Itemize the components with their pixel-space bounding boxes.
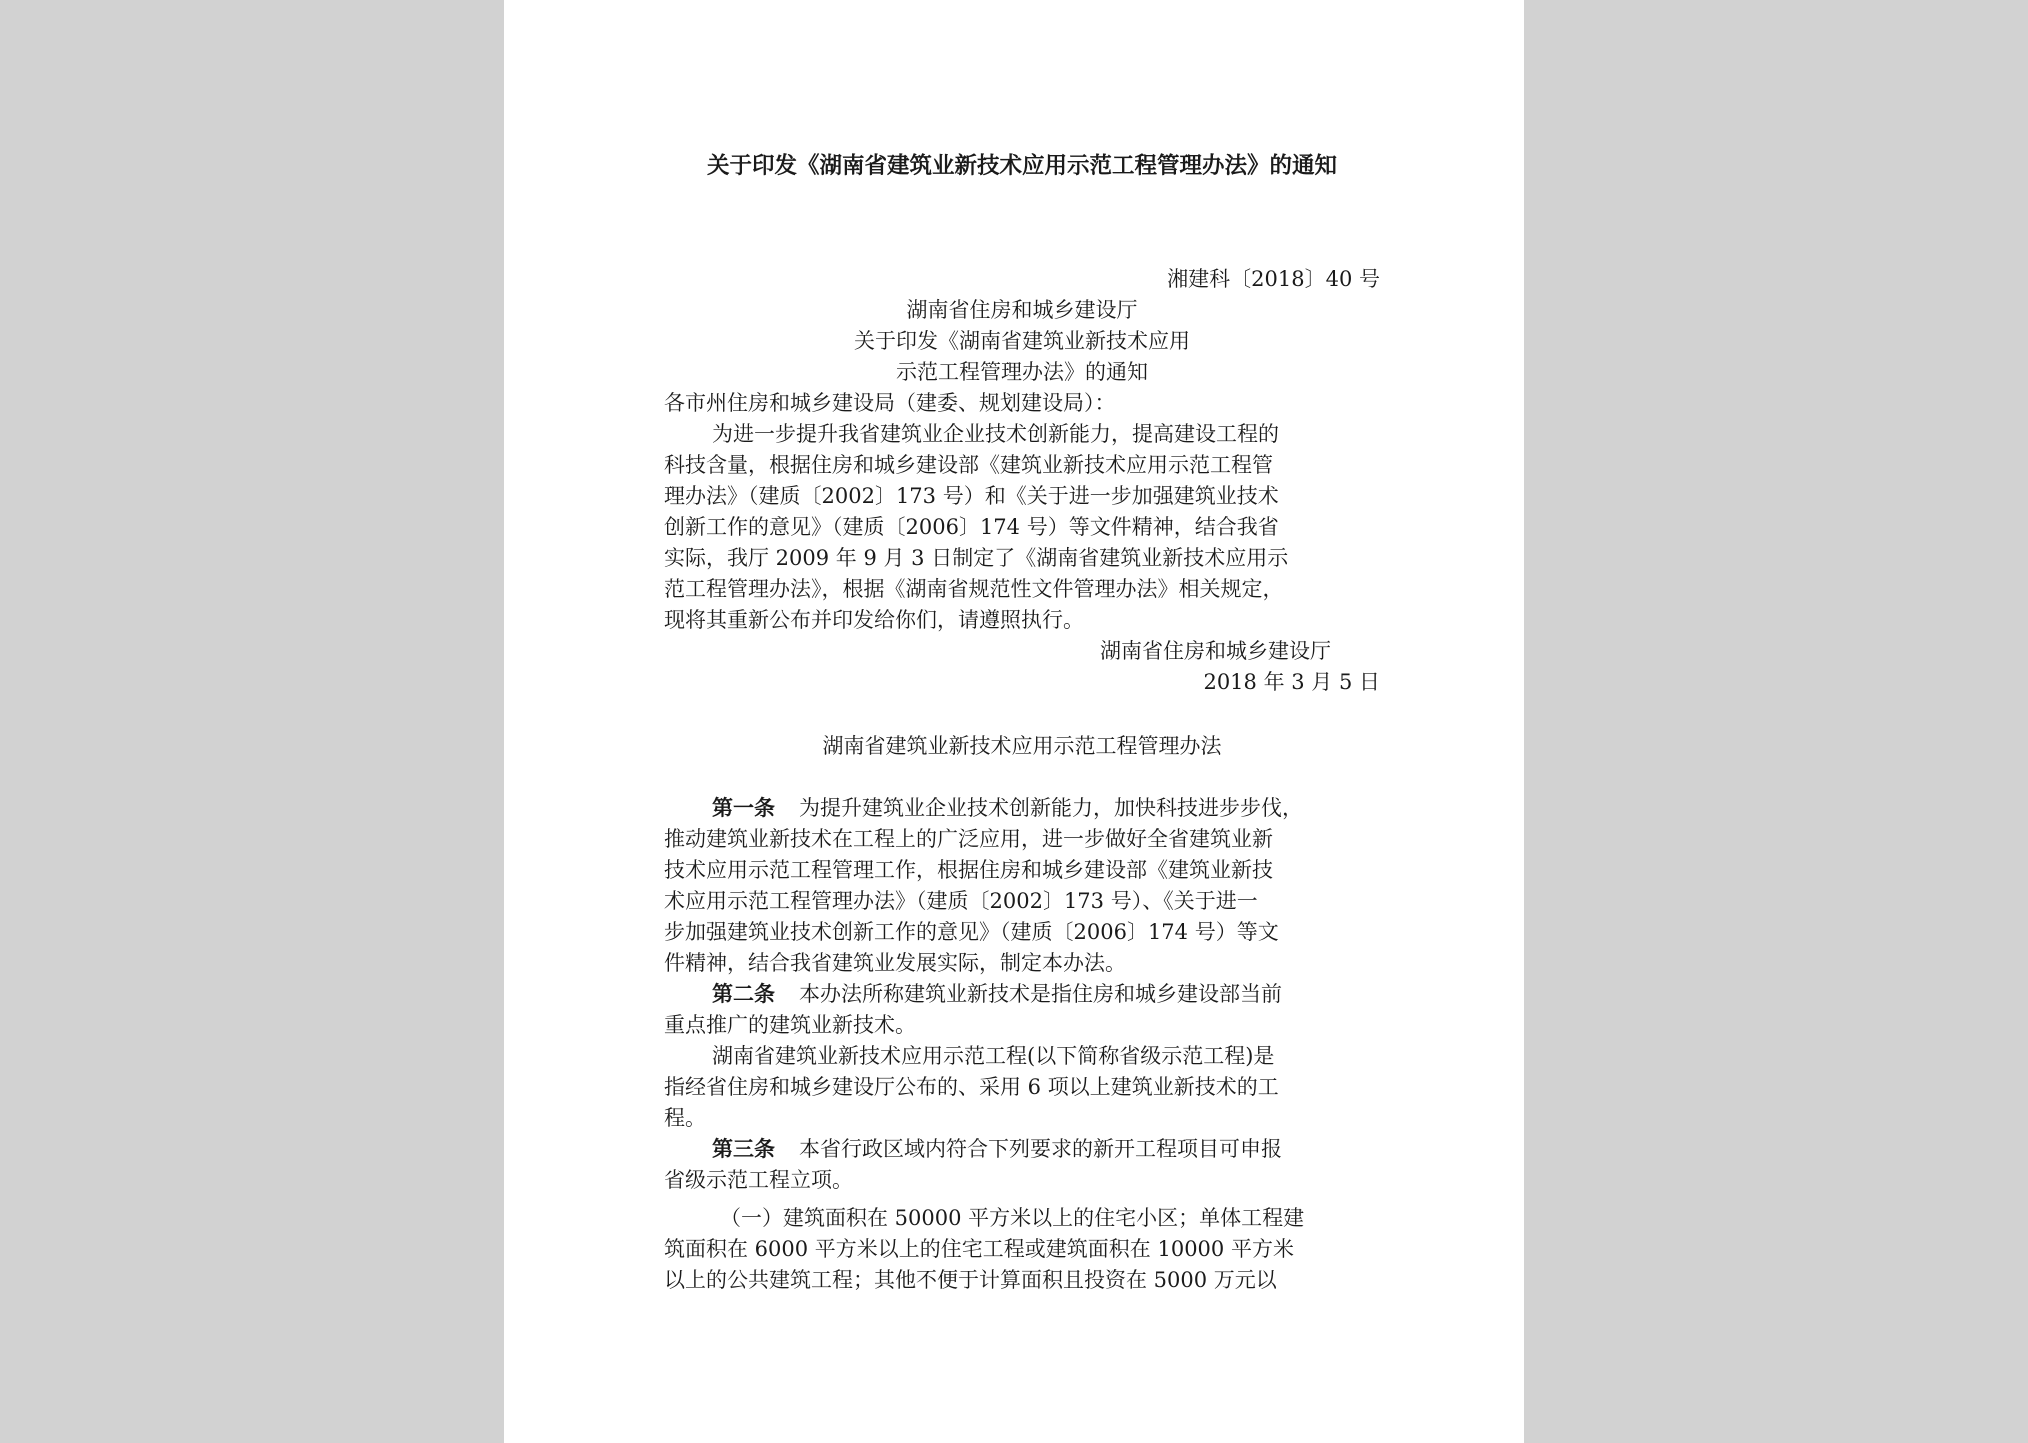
article-3-label: 第三条	[712, 1137, 775, 1161]
document-page	[504, 0, 1524, 1443]
article-2-first-line	[664, 979, 1380, 1010]
issuer: 湖南省住房和城乡建设厅	[906, 298, 1138, 322]
article-3-text: 本省行政区域内符合下列要求的新开工程项目可申报	[799, 1137, 1282, 1161]
doc-number: 湘建科〔2018〕40 号	[1167, 267, 1380, 291]
body-line: 为进一步提升我省建筑业企业技术创新能力，提高建设工程的	[712, 422, 1279, 446]
article-1-line: 推动建筑业新技术在工程上的广泛应用，进一步做好全省建筑业新	[664, 827, 1273, 851]
article-3-first-line	[664, 1134, 1380, 1165]
body-line: 范工程管理办法》，根据《湖南省规范性文件管理办法》相关规定，	[664, 577, 1284, 601]
signature: 湖南省住房和城乡建设厅	[1100, 639, 1331, 663]
body-line: 理办法》（建质〔2002〕173 号）和《关于进一步加强建筑业技术	[664, 484, 1279, 508]
article-2-text: 本办法所称建筑业新技术是指住房和城乡建设部当前	[799, 982, 1282, 1006]
body-line: 科技含量，根据住房和城乡建设部《建筑业新技术应用示范工程管	[664, 453, 1273, 477]
document-title: 关于印发《湖南省建筑业新技术应用示范工程管理办法》的通知	[706, 153, 1337, 179]
article-1-line: 技术应用示范工程管理工作，根据住房和城乡建设部《建筑业新技	[664, 858, 1273, 882]
article-2-para-2-first-line: 湖南省建筑业新技术应用示范工程(以下简称省级示范工程)是	[712, 1044, 1275, 1068]
body-line: 实际，我厅 2009 年 9 月 3 日制定了《湖南省建筑业新技术应用示	[664, 546, 1289, 570]
article-2-label: 第二条	[712, 982, 775, 1006]
recipients: 各市州住房和城乡建设局（建委、规划建设局）：	[664, 391, 1116, 415]
article-2-line: 重点推广的建筑业新技术。	[664, 1013, 916, 1037]
article-1-line: 术应用示范工程管理办法》（建质〔2002〕173 号）、《关于进一	[664, 889, 1258, 913]
article-1-first-line	[664, 793, 1380, 824]
notice-heading-line-2: 示范工程管理办法》的通知	[896, 360, 1148, 384]
notice-heading-line-1: 关于印发《湖南省建筑业新技术应用	[854, 329, 1190, 353]
date: 2018 年 3 月 5 日	[1203, 670, 1380, 694]
document-content	[664, 0, 1380, 1443]
section-title: 湖南省建筑业新技术应用示范工程管理办法	[822, 734, 1222, 758]
article-1-label: 第一条	[712, 796, 775, 820]
body-line: 现将其重新公布并印发给你们，请遵照执行。	[664, 608, 1084, 632]
article-1-line: 步加强建筑业技术创新工作的意见》（建质〔2006〕174 号）等文	[664, 920, 1279, 944]
article-3-item-1-first-line: （一）建筑面积在 50000 平方米以上的住宅小区；单体工程建	[720, 1206, 1305, 1230]
body-line: 创新工作的意见》（建质〔2006〕174 号）等文件精神，结合我省	[664, 515, 1279, 539]
article-3-item-1-line: 筑面积在 6000 平方米以上的住宅工程或建筑面积在 10000 平方米	[664, 1237, 1294, 1261]
article-2-para-2-line: 指经省住房和城乡建设厅公布的、采用 6 项以上建筑业新技术的工	[664, 1075, 1279, 1099]
article-3-item-1-line: 以上的公共建筑工程；其他不便于计算面积且投资在 5000 万元以	[664, 1268, 1277, 1292]
article-1-line: 件精神，结合我省建筑业发展实际，制定本办法。	[664, 951, 1126, 975]
article-3-line: 省级示范工程立项。	[664, 1168, 853, 1192]
article-1-text: 为提升建筑业企业技术创新能力，加快科技进步步伐，	[799, 796, 1303, 820]
article-2-para-2-line: 程。	[664, 1106, 706, 1130]
